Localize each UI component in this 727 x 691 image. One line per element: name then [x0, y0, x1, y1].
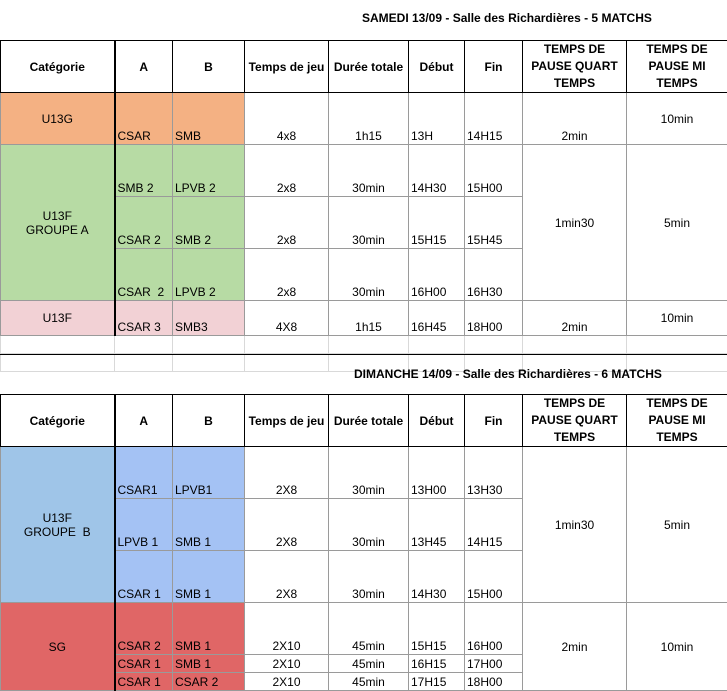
pause-mi-cell: 10min [627, 603, 727, 691]
start-cell: 14H30 [409, 145, 465, 197]
end-cell: 18H00 [465, 673, 523, 691]
category-cell: U13F GROUPE A [1, 145, 115, 301]
table-header-row [1, 395, 727, 447]
pause-mi-cell: 5min [627, 145, 727, 301]
table-row [1, 145, 727, 197]
header-fin: Fin [465, 41, 523, 93]
header-b: B [173, 395, 245, 447]
end-cell: 17H00 [465, 655, 523, 673]
game-time-cell: 4X8 [245, 301, 329, 336]
table-row [1, 603, 727, 655]
start-cell: 13H [409, 93, 465, 145]
header-pause-mi: TEMPS DE PAUSE MI TEMPS [627, 41, 727, 93]
game-time-cell: 2x8 [245, 145, 329, 197]
header-temps-de-jeu: Temps de jeu [245, 41, 329, 93]
header-duree-totale: Durée totale [329, 395, 409, 447]
sunday-table [0, 394, 727, 691]
pause-quart-cell: 2min [523, 93, 627, 145]
team-a-cell: CSAR 2 [115, 197, 173, 249]
start-cell: 15H15 [409, 603, 465, 655]
team-a-cell: CSAR [115, 93, 173, 145]
header-a: A [115, 395, 173, 447]
header-a: A [115, 41, 173, 93]
pause-quart-cell: 1min30 [523, 447, 627, 603]
team-a-cell: CSAR 1 [115, 551, 173, 603]
header-categorie: Catégorie [1, 41, 115, 93]
team-a-cell: CSAR 1 [115, 673, 173, 691]
duration-cell: 1h15 [329, 93, 409, 145]
header-duree-totale: Durée totale [329, 41, 409, 93]
header-debut: Début [409, 41, 465, 93]
end-cell: 15H00 [465, 551, 523, 603]
game-time-cell: 2X8 [245, 499, 329, 551]
duration-cell: 30min [329, 447, 409, 499]
end-cell: 13H30 [465, 447, 523, 499]
start-cell: 15H15 [409, 197, 465, 249]
team-b-cell: LPVB1 [173, 447, 245, 499]
game-time-cell: 4x8 [245, 93, 329, 145]
team-b-cell: SMB 1 [173, 499, 245, 551]
team-b-cell: SMB [173, 93, 245, 145]
category-cell: SG [1, 603, 115, 691]
table-row [1, 301, 727, 336]
team-b-cell: SMB 2 [173, 197, 245, 249]
start-cell: 13H45 [409, 499, 465, 551]
end-cell: 14H15 [465, 499, 523, 551]
table-row [1, 93, 727, 145]
pause-quart-cell: 1min30 [523, 145, 627, 301]
duration-cell: 30min [329, 249, 409, 301]
table-header-row [1, 41, 727, 93]
header-fin: Fin [465, 395, 523, 447]
game-time-cell: 2X8 [245, 551, 329, 603]
duration-cell: 30min [329, 145, 409, 197]
team-b-cell: SMB 1 [173, 655, 245, 673]
section-divider [0, 354, 727, 355]
team-a-cell: CSAR 3 [115, 301, 173, 336]
header-pause-quart: TEMPS DE PAUSE QUART TEMPS [523, 395, 627, 447]
game-time-cell: 2X10 [245, 655, 329, 673]
team-a-cell: CSAR 1 [115, 655, 173, 673]
sunday-title: DIMANCHE 14/09 - Salle des Richardières - 6 MATCHS [354, 367, 662, 381]
header-b: B [173, 41, 245, 93]
duration-cell: 30min [329, 551, 409, 603]
start-cell: 16H15 [409, 655, 465, 673]
team-b-cell: LPVB 2 [173, 145, 245, 197]
end-cell: 18H00 [465, 301, 523, 336]
duration-cell: 45min [329, 655, 409, 673]
saturday-title: SAMEDI 13/09 - Salle des Richardières - 5 MATCHS [362, 11, 652, 25]
start-cell: 17H15 [409, 673, 465, 691]
game-time-cell: 2x8 [245, 197, 329, 249]
duration-cell: 30min [329, 197, 409, 249]
end-cell: 14H15 [465, 93, 523, 145]
category-cell: U13F GROUPE B [1, 447, 115, 603]
header-pause-mi: TEMPS DE PAUSE MI TEMPS [627, 395, 727, 447]
game-time-cell: 2X8 [245, 447, 329, 499]
start-cell: 16H45 [409, 301, 465, 336]
game-time-cell: 2x8 [245, 249, 329, 301]
team-a-cell: LPVB 1 [115, 499, 173, 551]
duration-cell: 1h15 [329, 301, 409, 336]
end-cell: 15H45 [465, 197, 523, 249]
duration-cell: 45min [329, 603, 409, 655]
category-cell: U13G [1, 93, 115, 145]
duration-cell: 30min [329, 499, 409, 551]
pause-mi-cell: 10min [627, 301, 727, 336]
header-temps-de-jeu: Temps de jeu [245, 395, 329, 447]
pause-quart-cell: 2min [523, 301, 627, 336]
game-time-cell: 2X10 [245, 603, 329, 655]
pause-mi-cell: 10min [627, 93, 727, 145]
team-a-cell: CSAR 2 [115, 603, 173, 655]
pause-quart-cell: 2min [523, 603, 627, 691]
end-cell: 16H30 [465, 249, 523, 301]
team-a-cell: CSAR1 [115, 447, 173, 499]
team-a-cell: CSAR 2 [115, 249, 173, 301]
team-a-cell: SMB 2 [115, 145, 173, 197]
header-debut: Début [409, 395, 465, 447]
end-cell: 16H00 [465, 603, 523, 655]
pause-mi-cell: 5min [627, 447, 727, 603]
header-pause-quart: TEMPS DE PAUSE QUART TEMPS [523, 41, 627, 93]
start-cell: 14H30 [409, 551, 465, 603]
duration-cell: 45min [329, 673, 409, 691]
start-cell: 16H00 [409, 249, 465, 301]
end-cell: 15H00 [465, 145, 523, 197]
team-b-cell: CSAR 2 [173, 673, 245, 691]
team-b-cell: SMB 1 [173, 551, 245, 603]
header-categorie: Catégorie [1, 395, 115, 447]
category-cell: U13F [1, 301, 115, 336]
team-b-cell: LPVB 2 [173, 249, 245, 301]
empty-row [1, 336, 727, 354]
saturday-table [0, 40, 727, 372]
table-row [1, 447, 727, 499]
team-b-cell: SMB3 [173, 301, 245, 336]
team-b-cell: SMB 1 [173, 603, 245, 655]
game-time-cell: 2X10 [245, 673, 329, 691]
start-cell: 13H00 [409, 447, 465, 499]
